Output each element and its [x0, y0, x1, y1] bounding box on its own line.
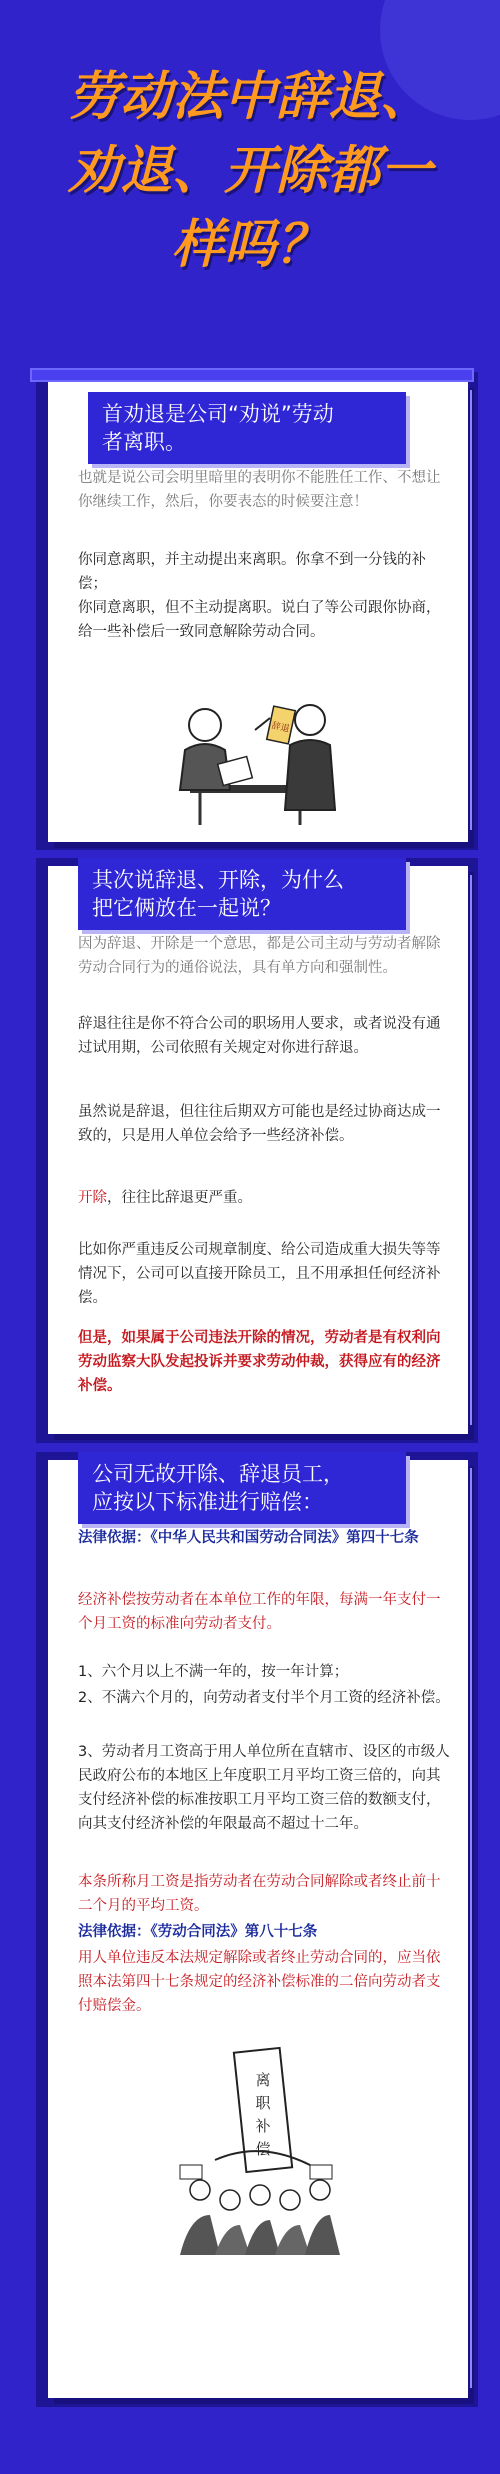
card-1-topbar: [30, 368, 474, 382]
section-1-para-2: 你同意离职，但不主动提离职。说白了等公司跟你协商，给一些补偿后一致同意解除劳动合同。: [78, 600, 441, 640]
legal-basis-2: 法律依据：《劳动合同法》第八十七条: [78, 1924, 318, 1940]
double-compensation-rule: 用人单位违反本法规定解除或者终止劳动合同的，应当依照本法第四十七条规定的经济补偿标准的二倍向劳动者支付赔偿金。: [78, 1950, 441, 2014]
monthly-wage-note: 本条所称月工资是指劳动者在劳动合同解除或者终止前十二个月的平均工资。: [78, 1874, 441, 1914]
rule-item-3: 3、劳动者月工资高于用人单位所在直辖市、设区的市级人民政府公布的本地区上年度职工月平均工资三倍的，向其支付经济补偿的标准按职工月平均工资三倍的数额支付，向其支付经济补偿的年限最高不超过十二年。: [78, 1744, 450, 1832]
stamp-char-4: 偿: [255, 2140, 271, 2158]
title-line-1: 劳动法中辞退、: [67, 67, 432, 127]
card-1-side-line: [470, 390, 472, 830]
expel-keyword: 开除: [78, 1190, 107, 1206]
section-2-para-5: 但是，如果属于公司违法开除的情况，劳动者是有权利向劳动监察大队发起投诉并要求劳动仲裁，获得应有的经济补偿。: [78, 1330, 441, 1394]
rule-item-1: 1、六个月以上不满一年的，按一年计算；: [78, 1664, 349, 1680]
compensation-illustration: [160, 2040, 360, 2260]
stamp-char-1: 离: [255, 2071, 271, 2089]
stamp-char-3: 补: [255, 2117, 271, 2135]
illus-label: 辞退: [270, 721, 291, 735]
section-2-para-2: 虽然说是辞退，但往往后期双方可能也是经过协商达成一致的，只是用人单位会给予一些经济补偿。: [78, 1104, 441, 1144]
section-1-heading-line-2: 者离职。: [102, 430, 186, 454]
compensation-rule: 经济补偿按劳动者在本单位工作的年限，每满一年支付一个月工资的标准向劳动者支付。: [78, 1592, 441, 1632]
section-2-para-3: [78, 1186, 454, 1210]
section-2-para-3-rest: ，往往比辞退更严重。: [107, 1190, 252, 1206]
title-line-3: 样吗？: [171, 215, 328, 275]
card-2-side-line: [470, 875, 472, 1425]
legal-basis-1: 法律依据：《中华人民共和国劳动合同法》第四十七条: [78, 1530, 419, 1546]
stamp-char-2: 职: [255, 2094, 271, 2112]
section-3-heading: [78, 1452, 406, 1524]
section-1-heading: [88, 392, 406, 464]
section-2-heading: [78, 858, 406, 930]
section-1-heading-line-1: 首劝退是公司“劝说”劳动: [102, 402, 334, 426]
section-2-heading-line-1: 其次说辞退、开除，为什么: [92, 868, 344, 892]
section-2-heading-line-2: 把它俩放在一起说？: [92, 896, 281, 920]
section-3-heading-line-1: 公司无故开除、辞退员工，: [92, 1462, 344, 1486]
section-2-para-4: 比如你严重违反公司规章制度、给公司造成重大损失等等情况下，公司可以直接开除员工，且不用承担任何经济补偿。: [78, 1242, 441, 1306]
section-2-para-1: 辞退往往是你不符合公司的职场用人要求，或者说没有通过试用期，公司依照有关规定对你进行辞退。: [78, 1016, 441, 1056]
rule-item-2: 2、不满六个月的，向劳动者支付半个月工资的经济补偿。: [78, 1690, 450, 1706]
page-title: [0, 60, 500, 282]
section-1-intro: 也就是说公司会明里暗里的表明你不能胜任工作、不想让你继续工作，然后，你要表态的时候要注意！: [78, 470, 441, 510]
card-3-side-line: [470, 1468, 472, 2388]
section-3-heading-line-2: 应按以下标准进行赔偿：: [92, 1490, 323, 1514]
section-1-para-1: 你同意离职，并主动提出来离职。你拿不到一分钱的补偿；: [78, 552, 426, 592]
title-line-2: 劝退、开除都一: [67, 141, 432, 201]
negotiation-illustration: [160, 690, 360, 830]
section-2-intro: 因为辞退、开除是一个意思，都是公司主动与劳动者解除劳动合同行为的通俗说法，具有单方向和强制性。: [78, 936, 441, 976]
